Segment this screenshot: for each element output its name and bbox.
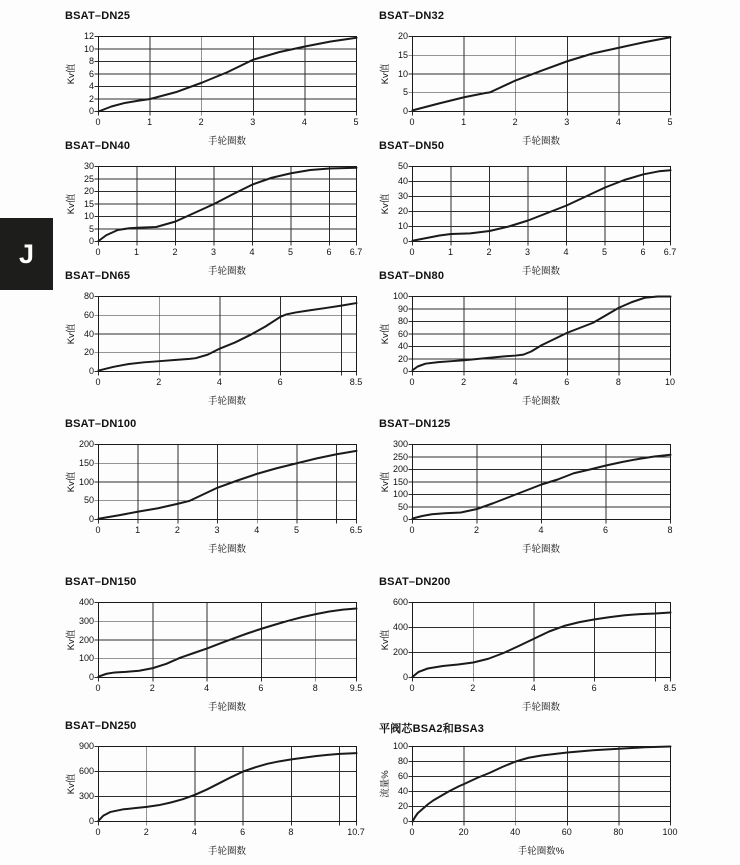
- x-tick-label: 0: [409, 117, 415, 127]
- chart-plot: [407, 601, 672, 683]
- chart-plot: [93, 745, 358, 827]
- x-tick-label: 20: [458, 827, 469, 837]
- chart-title: BSAT–DN32: [379, 10, 445, 22]
- y-tick-label: 0: [88, 672, 94, 682]
- grid: [409, 747, 671, 826]
- y-tick-label: 0: [402, 816, 408, 826]
- y-axis-label: Kv值: [66, 63, 77, 84]
- y-tick-label: 300: [78, 791, 94, 801]
- kv-curve: [99, 303, 357, 371]
- x-tick-label: 60: [561, 827, 572, 837]
- x-tick-label: 2: [172, 247, 178, 257]
- chart-plot: [93, 35, 358, 117]
- y-tick-label: 250: [392, 451, 408, 462]
- y-tick-label: 2: [88, 93, 94, 104]
- y-tick-label: 12: [83, 31, 94, 41]
- x-tick-label: 4: [216, 377, 222, 387]
- x-tick-label: 6: [258, 683, 264, 693]
- y-tick-label: 10: [83, 211, 94, 221]
- chart-cell: [64, 720, 366, 857]
- x-tick-label: 6.7: [663, 247, 677, 257]
- x-tick-label: 5: [602, 247, 608, 257]
- x-tick-label: 0: [95, 683, 101, 693]
- x-tick-label: 1: [447, 247, 453, 257]
- y-tick-label: 200: [392, 647, 408, 657]
- x-tick-label: 4: [191, 827, 197, 837]
- kv-curve: [413, 747, 671, 822]
- y-tick-label: 40: [83, 328, 94, 339]
- chart-title: BSAT–DN25: [65, 10, 131, 22]
- x-tick-label: 6.5: [349, 525, 363, 535]
- y-tick-label: 25: [83, 173, 94, 184]
- x-tick-label: 0: [95, 377, 101, 387]
- y-tick-label: 0: [402, 514, 408, 524]
- y-tick-label: 40: [397, 786, 408, 796]
- y-axis-label: Kv值: [66, 629, 77, 650]
- x-tick-label: 8: [312, 683, 318, 693]
- chart-cell: [64, 418, 366, 555]
- chart-plot: [407, 745, 672, 827]
- y-tick-label: 60: [397, 771, 408, 781]
- x-tick-label: 6: [591, 683, 597, 693]
- grid: [409, 603, 671, 682]
- y-axis-label: Kv值: [66, 323, 77, 344]
- x-tick-label: 6: [326, 247, 332, 257]
- x-tick-label: 0: [95, 525, 101, 535]
- x-tick-label: 5: [667, 117, 673, 127]
- kv-curve: [99, 609, 357, 677]
- x-tick-label: 80: [613, 827, 624, 837]
- x-tick-label: 40: [510, 827, 521, 837]
- x-tick-label: 4: [530, 683, 536, 693]
- x-axis-label: 手轮圈数: [207, 846, 246, 857]
- x-tick-label: 2: [512, 117, 518, 127]
- x-tick-label: 4: [301, 117, 307, 127]
- y-tick-label: 100: [392, 291, 408, 301]
- x-axis-label: 手轮圈数: [207, 702, 246, 713]
- x-tick-label: 2: [470, 683, 476, 693]
- y-tick-label: 80: [397, 756, 408, 766]
- chart-title: BSAT–DN100: [65, 418, 137, 430]
- chart-plot: [407, 443, 672, 525]
- grid: [95, 603, 357, 682]
- x-tick-label: 1: [135, 525, 141, 535]
- y-tick-label: 50: [397, 501, 408, 512]
- chart-title: BSAT–DN200: [379, 576, 451, 588]
- y-tick-label: 400: [78, 597, 94, 607]
- x-tick-label: 6: [602, 525, 608, 535]
- y-tick-label: 400: [392, 622, 408, 632]
- kv-curve: [413, 613, 671, 677]
- chart-plot: [93, 443, 358, 525]
- x-tick-label: 4: [249, 247, 255, 257]
- x-tick-label: 0: [409, 683, 415, 693]
- y-tick-label: 30: [83, 161, 94, 171]
- y-tick-label: 6: [88, 68, 94, 79]
- x-axis-label: 手轮圈数: [521, 266, 560, 277]
- x-tick-label: 100: [662, 827, 678, 837]
- x-tick-label: 5: [353, 117, 359, 127]
- kv-curve: [99, 753, 357, 821]
- chart-title: 平阀芯BSA2和BSA3: [379, 723, 485, 735]
- grid: [95, 167, 357, 246]
- y-tick-label: 900: [78, 741, 94, 751]
- x-tick-label: 8: [667, 525, 673, 535]
- y-tick-label: 100: [392, 741, 408, 751]
- x-tick-label: 3: [564, 117, 570, 127]
- section-tab-label: J: [18, 238, 35, 269]
- x-tick-label: 0: [409, 525, 415, 535]
- x-tick-label: 1: [461, 117, 467, 127]
- x-tick-label: 3: [211, 247, 217, 257]
- x-axis-label: 手轮圈数%: [517, 846, 565, 857]
- x-tick-label: 4: [563, 247, 569, 257]
- y-tick-label: 0: [88, 106, 94, 116]
- chart-cell: [378, 270, 680, 407]
- y-tick-label: 15: [397, 49, 408, 60]
- x-axis-label: 手轮圈数: [207, 544, 246, 555]
- x-tick-label: 0: [95, 247, 101, 257]
- x-tick-label: 4: [204, 683, 210, 693]
- chart-title: BSAT–DN80: [379, 270, 445, 282]
- y-tick-label: 0: [402, 366, 408, 376]
- chart-plot: [407, 35, 672, 117]
- x-tick-label: 6: [640, 247, 646, 257]
- y-tick-label: 0: [402, 672, 408, 682]
- section-tab-j: [0, 218, 53, 290]
- x-tick-label: 2: [174, 525, 180, 535]
- y-tick-label: 0: [88, 236, 94, 246]
- grid: [95, 747, 357, 826]
- x-axis-label: 手轮圈数: [521, 396, 560, 407]
- x-tick-label: 2: [156, 377, 162, 387]
- x-tick-label: 6: [277, 377, 283, 387]
- y-axis-label: Kv值: [380, 193, 391, 214]
- x-tick-label: 6: [240, 827, 246, 837]
- chart-title: BSAT–DN150: [65, 576, 137, 588]
- x-tick-label: 8: [615, 377, 621, 387]
- y-tick-label: 10: [83, 43, 94, 54]
- y-tick-label: 5: [88, 223, 94, 234]
- chart-plot: [93, 601, 358, 683]
- chart-title: BSAT–DN40: [65, 140, 131, 152]
- y-tick-label: 20: [397, 801, 408, 811]
- y-axis-label: Kv值: [380, 471, 391, 492]
- y-tick-label: 600: [78, 766, 94, 776]
- y-tick-label: 300: [78, 615, 94, 626]
- y-tick-label: 50: [83, 495, 94, 506]
- chart-cell: [378, 576, 680, 713]
- x-tick-label: 3: [525, 247, 531, 257]
- y-tick-label: 0: [402, 236, 408, 246]
- chart-plot: [407, 165, 672, 247]
- y-tick-label: 50: [397, 161, 408, 171]
- x-tick-label: 4: [512, 377, 518, 387]
- chart-cell: [64, 576, 366, 713]
- y-tick-label: 600: [392, 597, 408, 607]
- y-tick-label: 200: [78, 634, 94, 645]
- chart-plot: [93, 295, 358, 377]
- x-tick-label: 0: [95, 117, 101, 127]
- y-tick-label: 200: [392, 464, 408, 474]
- y-axis-label: Kv值: [380, 323, 391, 344]
- y-tick-label: 100: [78, 476, 94, 487]
- x-tick-label: 2: [198, 117, 204, 127]
- y-tick-label: 0: [88, 514, 94, 524]
- y-tick-label: 20: [397, 206, 408, 216]
- x-tick-label: 8.5: [663, 683, 677, 693]
- y-tick-label: 4: [88, 81, 94, 91]
- x-tick-label: 4: [538, 525, 544, 535]
- chart-cell: [64, 270, 366, 407]
- x-tick-label: 3: [214, 525, 220, 535]
- y-tick-label: 300: [392, 439, 408, 449]
- y-tick-label: 10: [397, 221, 408, 231]
- x-tick-label: 9.5: [349, 683, 363, 693]
- chart-plot: [407, 295, 672, 377]
- x-tick-label: 2: [143, 827, 149, 837]
- grid: [95, 37, 357, 116]
- y-tick-label: 80: [83, 291, 94, 301]
- y-axis-label: 流量%: [380, 769, 391, 798]
- x-tick-label: 5: [288, 247, 294, 257]
- chart-title: BSAT–DN125: [379, 418, 451, 430]
- grid: [409, 445, 671, 524]
- chart-title: BSAT–DN50: [379, 140, 445, 152]
- x-tick-label: 2: [473, 525, 479, 535]
- chart-cell: [378, 418, 680, 555]
- grid: [409, 37, 671, 116]
- y-tick-label: 8: [88, 56, 94, 66]
- x-tick-label: 5: [293, 525, 299, 535]
- chart-title: BSAT–DN65: [65, 270, 131, 282]
- y-tick-label: 20: [397, 353, 408, 364]
- x-tick-label: 4: [254, 525, 260, 535]
- chart-title: BSAT–DN250: [65, 720, 137, 732]
- x-tick-label: 1: [147, 117, 153, 127]
- y-axis-label: Kv值: [66, 471, 77, 492]
- x-axis-label: 手轮圈数: [207, 266, 246, 277]
- y-tick-label: 10: [397, 68, 408, 79]
- y-tick-label: 5: [402, 87, 408, 98]
- y-tick-label: 20: [397, 31, 408, 41]
- kv-curve: [99, 451, 357, 519]
- y-tick-label: 60: [397, 328, 408, 339]
- x-axis-label: 手轮圈数: [207, 136, 246, 147]
- y-axis-label: Kv值: [380, 629, 391, 650]
- y-axis-label: Kv值: [66, 773, 77, 794]
- x-tick-label: 0: [409, 377, 415, 387]
- y-axis-label: Kv值: [380, 63, 391, 84]
- y-tick-label: 90: [397, 303, 408, 314]
- y-tick-label: 0: [402, 106, 408, 116]
- y-tick-label: 150: [78, 457, 94, 468]
- y-tick-label: 150: [392, 476, 408, 487]
- x-tick-label: 3: [250, 117, 256, 127]
- y-tick-label: 40: [397, 341, 408, 351]
- y-tick-label: 60: [83, 309, 94, 320]
- grid: [409, 297, 671, 376]
- y-tick-label: 200: [78, 439, 94, 449]
- y-axis-label: Kv值: [66, 193, 77, 214]
- x-tick-label: 0: [409, 247, 415, 257]
- y-tick-label: 30: [397, 191, 408, 201]
- y-tick-label: 0: [88, 366, 94, 376]
- plot-frame: [99, 747, 357, 822]
- grid: [95, 445, 357, 524]
- y-tick-label: 15: [83, 198, 94, 209]
- y-tick-label: 100: [78, 653, 94, 664]
- chart-plot: [93, 165, 358, 247]
- x-tick-label: 10.7: [347, 827, 365, 837]
- x-tick-label: 8.5: [349, 377, 363, 387]
- y-tick-label: 40: [397, 176, 408, 186]
- grid: [95, 297, 357, 376]
- grid: [409, 167, 671, 246]
- x-tick-label: 2: [461, 377, 467, 387]
- y-tick-label: 0: [88, 816, 94, 826]
- x-tick-label: 4: [615, 117, 621, 127]
- x-axis-label: 手轮圈数: [207, 396, 246, 407]
- x-tick-label: 1: [133, 247, 139, 257]
- plot-frame: [413, 747, 671, 822]
- y-tick-label: 20: [83, 347, 94, 358]
- x-axis-label: 手轮圈数: [521, 702, 560, 713]
- x-tick-label: 10: [664, 377, 675, 387]
- chart-cell: [378, 720, 680, 857]
- x-axis-label: 手轮圈数: [521, 544, 560, 555]
- y-tick-label: 100: [392, 489, 408, 499]
- y-tick-label: 20: [83, 186, 94, 196]
- x-tick-label: 0: [409, 827, 415, 837]
- x-tick-label: 6.7: [349, 247, 363, 257]
- x-axis-label: 手轮圈数: [521, 136, 560, 147]
- x-tick-label: 2: [486, 247, 492, 257]
- x-tick-label: 8: [288, 827, 294, 837]
- x-tick-label: 2: [149, 683, 155, 693]
- y-tick-label: 80: [397, 316, 408, 326]
- x-tick-label: 6: [564, 377, 570, 387]
- x-tick-label: 0: [95, 827, 101, 837]
